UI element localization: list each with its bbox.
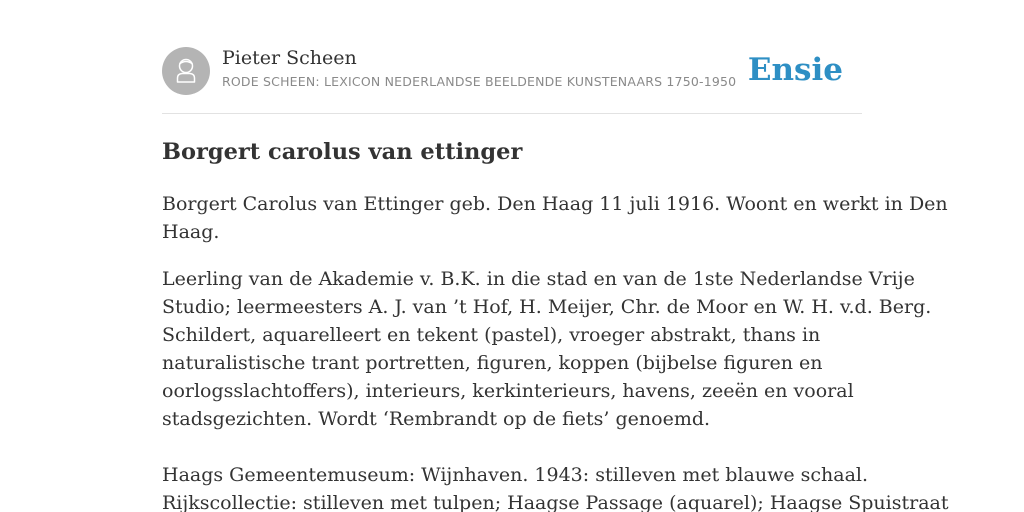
article-title: Borgert carolus van ettinger: [162, 139, 523, 165]
paragraph: [162, 265, 932, 433]
text-line: naturalistische trant portretten, figuren, koppen (bijbelse figuren en: [162, 352, 823, 374]
ensie-logo-link[interactable]: Ensie: [747, 52, 843, 88]
text-line: Haags Gemeentemuseum: Wijnhaven. 1943: stilleven met blauwe schaal.: [162, 464, 869, 486]
paragraph: [162, 461, 949, 512]
text-line: Leerling van de Akademie v. B.K. in die stad en van de 1ste Nederlandse Vrije: [162, 268, 915, 290]
article-body: [162, 190, 949, 512]
text-line: Schildert, aquarelleert en tekent (pastel), vroeger abstrakt, thans in: [162, 324, 821, 346]
text-line: Borgert Carolus van Ettinger geb. Den Haag 11 juli 1916. Woont en werkt in Den: [162, 193, 948, 215]
paragraph: [162, 190, 948, 246]
text-line: oorlogsslachtoffers), interieurs, kerkinterieurs, havens, zeeën en vooral: [162, 380, 854, 402]
page: [162, 0, 949, 512]
article-header: [162, 46, 862, 114]
source-label[interactable]: RODE SCHEEN: LEXICON NEDERLANDSE BEELDENDE KUNSTENAARS 1750-1950: [222, 74, 737, 89]
text-line: Haag.: [162, 221, 220, 243]
user-silhouette-icon: [162, 47, 210, 95]
text-line: Studio; leermeesters A. J. van ’t Hof, H. Meijer, Chr. de Moor en W. H. v.d. Berg.: [162, 296, 932, 318]
author-avatar[interactable]: [162, 47, 210, 95]
text-line: stadsgezichten. Wordt ‘Rembrandt op de fiets’ genoemd.: [162, 408, 711, 430]
text-line: Rijkscollectie: stilleven met tulpen; Haagse Passage (aquarel); Haagse Spuistraat: [162, 492, 949, 512]
author-name[interactable]: Pieter Scheen: [222, 47, 357, 69]
